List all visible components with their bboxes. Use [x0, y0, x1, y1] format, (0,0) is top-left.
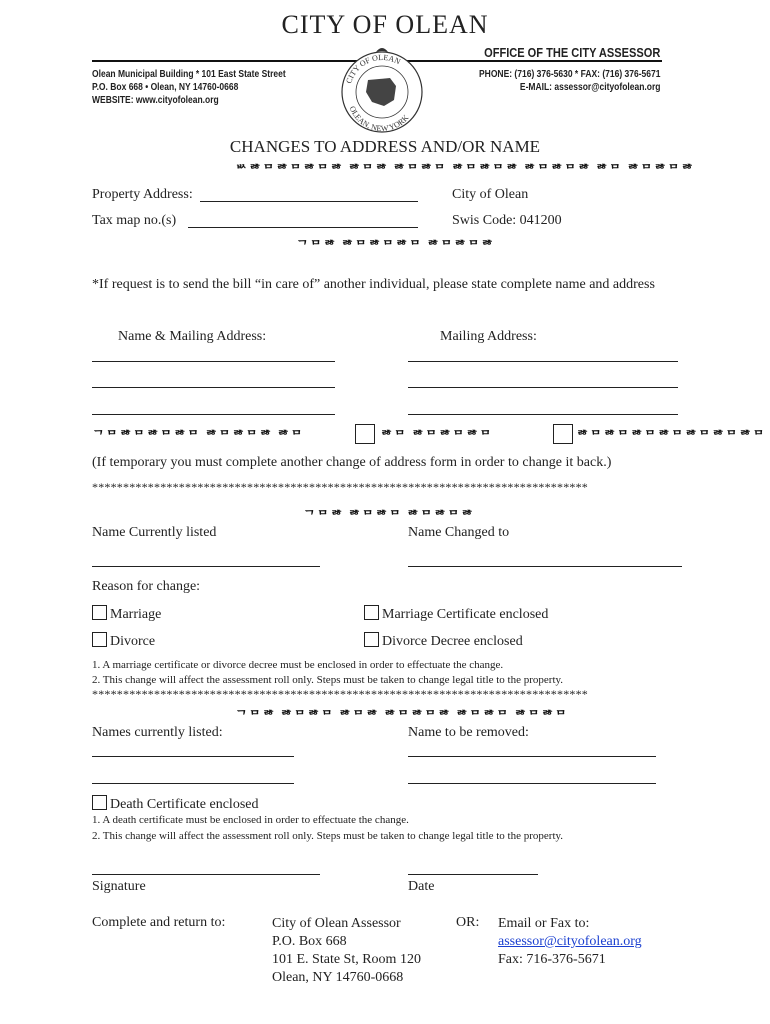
- page-title: CITY OF OLEAN: [281, 10, 489, 39]
- email-fax-label: Email or Fax to:: [498, 916, 590, 931]
- garbled-text-2: ᄀᄆᄚ ᄚᄆᄚᄆᄚᄆ ᄚᄆᄚᄆᄚ: [296, 239, 495, 254]
- address-block: [92, 68, 286, 107]
- assessor-email-link[interactable]: assessor@cityofolean.org: [498, 934, 642, 949]
- form-title: CHANGES TO ADDRESS AND/OR NAME: [229, 137, 541, 156]
- death-note-2: 2. This change will affect the assessment roll only. Steps must be taken to change legal title to the property.: [92, 830, 564, 842]
- garbled-text-3: ᄀᄆᄚᄆᄚᄆᄚᄆ ᄚᄆᄚᄆᄚ ᄚᄆ: [92, 429, 304, 444]
- names-current-line-2[interactable]: [92, 783, 294, 784]
- old-address-label: Name & Mailing Address:: [118, 329, 267, 344]
- new-address-line-3[interactable]: [408, 414, 678, 415]
- garbled-text-6: ᄀᄆᄚ ᄚᄆᄚᄆ ᄚᄆᄚᄆᄚ: [303, 509, 475, 524]
- date-field[interactable]: [408, 874, 538, 875]
- reason-label: Reason for change:: [92, 579, 201, 594]
- care-of-note: *If request is to send the bill “in care of” another individual, please state complete name and address: [92, 277, 655, 292]
- return-address-line-1: City of Olean Assessor: [272, 916, 401, 931]
- tax-map-field[interactable]: [188, 227, 418, 228]
- new-address-line-2[interactable]: [408, 387, 678, 388]
- return-address-line-3: 101 E. State St, Room 120: [272, 952, 421, 967]
- name-current-label: Name Currently listed: [92, 525, 217, 540]
- marriage-cert-checkbox[interactable]: [364, 605, 379, 620]
- svg-text:OLEAN, NEW YORK: OLEAN, NEW YORK: [347, 104, 411, 134]
- signature-field[interactable]: [92, 874, 320, 875]
- name-remove-label: Name to be removed:: [408, 725, 529, 740]
- name-changed-field[interactable]: [408, 566, 682, 567]
- marriage-note-1: 1. A marriage certificate or divorce decree must be enclosed in order to effectuate the change.: [92, 659, 504, 671]
- name-current-field[interactable]: [92, 566, 320, 567]
- phone-fax: PHONE: (716) 376-5630 * FAX: (716) 376-5671: [478, 69, 660, 80]
- city-label: City of Olean: [452, 187, 529, 202]
- names-current-line-1[interactable]: [92, 756, 294, 757]
- divorce-checkbox[interactable]: [92, 632, 107, 647]
- return-address-line-2: P.O. Box 668: [272, 934, 347, 949]
- new-address-label: Mailing Address:: [440, 329, 537, 344]
- divider-stars-1: ********************************************************************************: [92, 480, 588, 494]
- email-fax-block: [498, 915, 642, 969]
- svg-text:CITY OF OLEAN: CITY OF OLEAN: [344, 52, 402, 85]
- marriage-cert-option[interactable]: [364, 605, 548, 623]
- marriage-checkbox[interactable]: [92, 605, 107, 620]
- divorce-label: Divorce: [110, 634, 156, 649]
- old-address-line-2[interactable]: [92, 387, 335, 388]
- fax-number: Fax: 716-376-5671: [498, 952, 606, 967]
- property-address-label: Property Address:: [92, 187, 193, 202]
- return-address: [272, 915, 421, 987]
- marriage-cert-label: Marriage Certificate enclosed: [382, 607, 549, 622]
- divider-stars-2: ********************************************************************************: [92, 687, 588, 701]
- marriage-option[interactable]: [92, 605, 161, 623]
- address-line-2: P.O. Box 668 • Olean, NY 14760-0668: [92, 82, 239, 93]
- contact-block: [479, 68, 660, 94]
- address-line-1: Olean Municipal Building * 101 East State Street: [92, 69, 286, 80]
- header-email: E-MAIL: assessor@cityofolean.org: [519, 82, 660, 93]
- signature-label: Signature: [92, 879, 146, 894]
- divorce-decree-label: Divorce Decree enclosed: [382, 634, 523, 649]
- name-remove-line-2[interactable]: [408, 783, 656, 784]
- death-cert-label: Death Certificate enclosed: [110, 797, 259, 812]
- temporary-note: (If temporary you must complete another change of address form in order to change it back.): [92, 455, 612, 470]
- death-note-1: 1. A death certificate must be enclosed in order to effectuate the change.: [92, 814, 409, 826]
- temporary-checkbox[interactable]: [553, 424, 573, 444]
- property-address-field[interactable]: [200, 201, 418, 202]
- name-remove-line-1[interactable]: [408, 756, 656, 757]
- garbled-text-1: ᄡᄚᄆᄚᄆᄚᄆᄚ ᄚᄆᄚ ᄚᄆᄚᄆ ᄚᄆᄚᄆᄚ ᄚᄆᄚᄆᄚ ᄚᄆ ᄚᄆᄚᄆᄚ: [235, 163, 695, 178]
- tax-map-label: Tax map no.(s): [92, 213, 177, 228]
- marriage-label: Marriage: [110, 607, 162, 622]
- divorce-option[interactable]: [92, 632, 155, 650]
- garbled-text-7: ᄀᄆᄚ ᄚᄆᄚᄆ ᄚᄆᄚ ᄚᄆᄚᄆᄚ ᄚᄆᄚᄆ ᄚᄆᄚᄆ: [235, 709, 569, 724]
- divorce-decree-checkbox[interactable]: [364, 632, 379, 647]
- death-cert-option[interactable]: [92, 795, 258, 813]
- city-seal-icon: [332, 42, 432, 142]
- swis-code: Swis Code: 041200: [452, 213, 562, 228]
- old-address-line-3[interactable]: [92, 414, 335, 415]
- garbled-text-5: ᄚᄆᄚᄆᄚᄆᄚᄆᄚᄆᄚᄆᄚᄆ: [576, 429, 766, 444]
- old-address-line-1[interactable]: [92, 361, 335, 362]
- or-label: OR:: [456, 915, 480, 930]
- permanent-checkbox[interactable]: [355, 424, 375, 444]
- new-address-line-1[interactable]: [408, 361, 678, 362]
- divorce-decree-option[interactable]: [364, 632, 523, 650]
- garbled-text-4: ᄚᄆ ᄚᄆᄚᄆᄚᄆ: [380, 429, 493, 444]
- office-name: OFFICE OF THE CITY ASSESSOR: [483, 45, 660, 60]
- marriage-note-2: 2. This change will affect the assessment roll only. Steps must be taken to change legal title to the property.: [92, 674, 564, 686]
- names-current-label: Names currently listed:: [92, 725, 223, 740]
- return-address-line-4: Olean, NY 14760-0668: [272, 970, 404, 985]
- date-label: Date: [408, 879, 435, 894]
- office-block: [484, 46, 660, 59]
- address-line-3: WEBSITE: www.cityofolean.org: [92, 95, 219, 106]
- return-label: Complete and return to:: [92, 915, 226, 930]
- death-cert-checkbox[interactable]: [92, 795, 107, 810]
- name-changed-label: Name Changed to: [408, 525, 510, 540]
